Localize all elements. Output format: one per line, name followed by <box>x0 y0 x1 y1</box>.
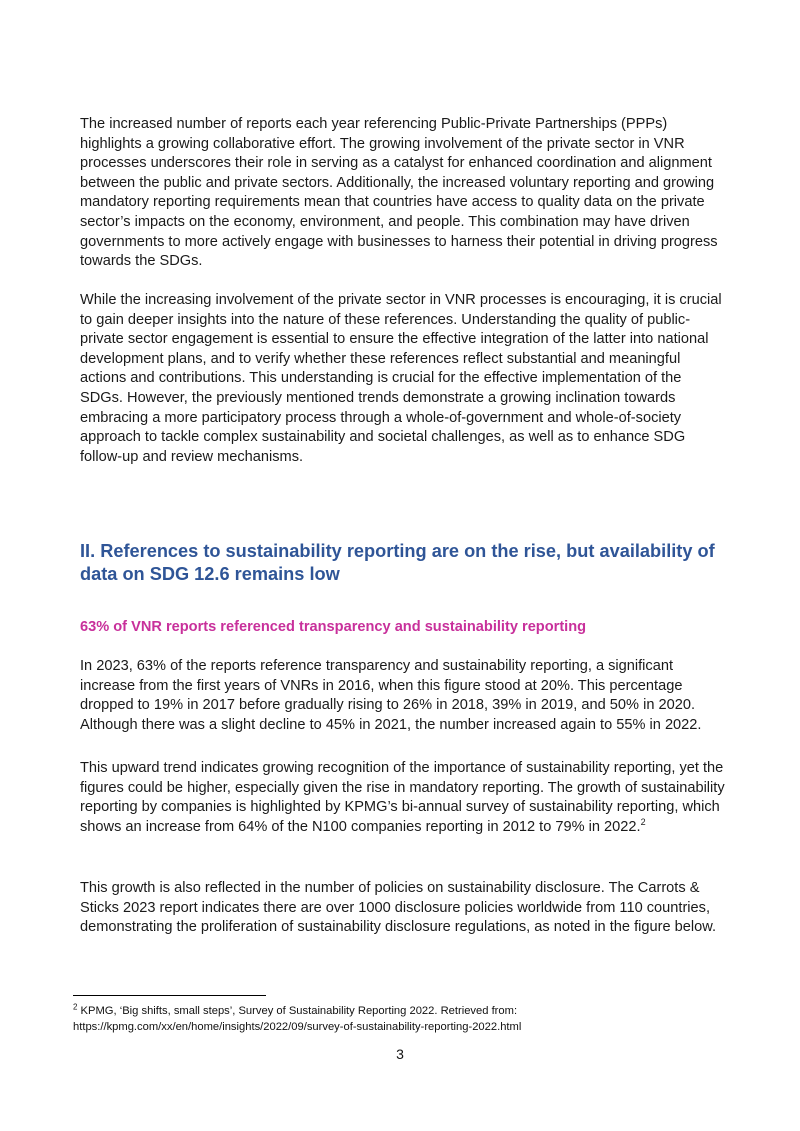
footnote-url[interactable]: https://kpmg.com/xx/en/home/insights/2022/09/survey-of-sustainability-reporting-2022.html <box>73 1020 522 1033</box>
footnote-divider <box>73 995 266 996</box>
section-heading: II. References to sustainability reporting are on the rise, but availability of data on SDG 12.6 remains low <box>80 541 715 584</box>
footnote-text: KPMG, ‘Big shifts, small steps’, Survey of Sustainability Reporting 2022. Retrieved from: <box>77 1005 518 1017</box>
paragraph-upward-trend-text: This upward trend indicates growing recognition of the importance of sustainability reporting, yet the figures could be higher, especially given the rise in mandatory reporting. The growth of sustainability reporting by companies is highlighted by KPMG’s bi-annual survey of sustainability reporting, which shows an increase from 64% of the N100 companies reporting in 2012 to 79% in 2022. <box>80 760 725 835</box>
footnote-line <box>73 1004 733 1020</box>
footnote-number: 2 <box>73 1002 78 1012</box>
paragraph-private-sector: While the increasing involvement of the private sector in VNR processes is encouraging, it is crucial to gain deeper insights into the nature of these references. Understanding the quality of public-private sector engagement is essential to ensure the effective integration of the latter into national development plans, and to verify whether these references reflect substantial and meaningful actions and contributions. This understanding is crucial for the effective implementation of the SDGs. However, the previously mentioned trends demonstrate a growing inclination towards embracing a more participatory process through a whole-of-government and whole-of-society approach to tackle complex sustainability and societal challenges, as well as to enhance SDG follow-up and review mechanisms. <box>80 292 722 465</box>
subsection-heading: 63% of VNR reports referenced transparency and sustainability reporting <box>80 619 587 635</box>
paragraph-2023-stats: In 2023, 63% of the reports reference transparency and sustainability reporting, a significant increase from the first years of VNRs in 2016, when this figure stood at 20%. This percentage dropped to 19% in 2017 before gradually rising to 26% in 2018, 39% in 2019, and 50% in 2020. Although there was a slight decline to 45% in 2021, the number increased again to 55% in 2022. <box>80 658 702 733</box>
footnote-reference[interactable]: 2 <box>640 816 646 827</box>
page-number: 3 <box>396 1046 404 1062</box>
paragraph-ppp: The increased number of reports each year referencing Public-Private Partnerships (PPPs) highlights a growing collaborative effort. The growing involvement of the private sector in VNR processes underscores their role in serving as a catalyst for enhanced coordination and alignment between the public and private sectors. Additionally, the increased voluntary reporting and growing mandatory reporting requirements mean that countries have access to quality data on the private sector’s impacts on the economy, environment, and people. This combination may have driven governments to more actively engage with businesses to harness their potential in driving progress towards the SDGs. <box>80 116 718 270</box>
footnote <box>73 1004 733 1035</box>
paragraph-policies: This growth is also reflected in the number of policies on sustainability disclosure. The Carrots & Sticks 2023 report indicates there are over 1000 disclosure policies worldwide from 110 countries, demonstrating the proliferation of sustainability disclosure regulations, as noted in the figure below. <box>80 880 717 936</box>
paragraph-upward-trend <box>80 759 728 837</box>
